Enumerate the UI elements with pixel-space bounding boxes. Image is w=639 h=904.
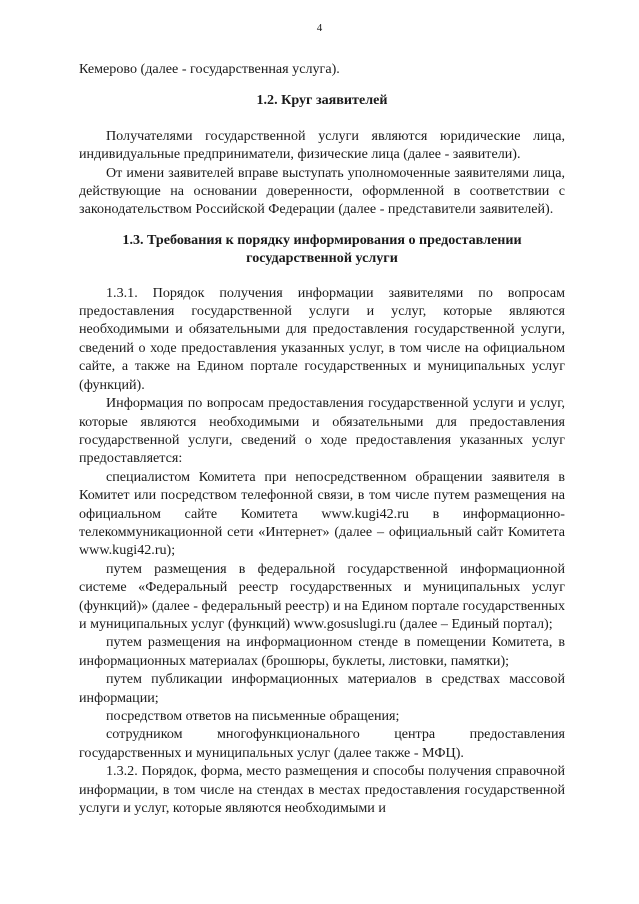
lead-line: Кемерово (далее - государственная услуга). bbox=[79, 61, 340, 77]
section-1-3-heading: 1.3. Требования к порядку информирования о предоставлении государственной услуги bbox=[122, 231, 522, 267]
section-1-3-paragraph: 1.3.2. Порядок, форма, место размещения и способы получения справочной информации, в том числе на стендах в местах предоставления государственной услуги и услуг, которые являются необходимыми и bbox=[79, 763, 565, 817]
section-1-3-paragraph: путем размещения на информационном стенде в помещении Комитета, в информационных материалах (брошюры, буклеты, листовки, памятки); bbox=[79, 634, 565, 669]
page-number: 4 bbox=[316, 22, 323, 34]
section-1-3-paragraph: путем публикации информационных материалов в средствах массовой информации; bbox=[79, 671, 565, 706]
section-1-3-paragraph: специалистом Комитета при непосредственном обращении заявителя в Комитет или посредством телефонной связи, в том числе путем размещения на официальном сайте Комитета www.kugi42.ru в информационно-телекоммуникационной сети «Интернет» (далее – официальный сайт Комитета www.kugi42.ru); bbox=[79, 468, 565, 559]
document-body bbox=[79, 60, 565, 817]
section-1-3-paragraph: сотрудником многофункционального центра предоставления государственных и муниципальных услуг (далее также - МФЦ). bbox=[79, 726, 565, 761]
section-1-2-paragraph: От имени заявителей вправе выступать уполномоченные заявителями лица, действующие на основании доверенности, оформленной в соответствии с законодательством Российской Федерации (далее - представители заявителей). bbox=[79, 164, 565, 218]
section-1-3-paragraph: путем размещения в федеральной государственной информационной системе «Федеральный реестр государственных и муниципальных услуг (функций)» (далее - федеральный реестр) и на Едином портале государственных и муниципальных услуг (функций) www.gosuslugi.ru (далее – Единый портал); bbox=[79, 560, 565, 632]
section-1-2-heading: 1.2. Круг заявителей bbox=[256, 92, 388, 109]
section-1-3-paragraph: 1.3.1. Порядок получения информации заявителями по вопросам предоставления государственной услуги и услуг, которые являются необходимыми и обязательными для предоставления государственной услуги, сведений о ходе предоставления указанных услуг, в том числе на официальном сайте, а также на Едином портале государственных и муниципальных услуг (функций). bbox=[79, 284, 565, 393]
section-1-3-paragraph: Информация по вопросам предоставления государственной услуги и услуг, которые являются необходимыми и обязательными для предоставления государственной услуги, сведений о ходе предоставления указанных услуг предоставляется: bbox=[79, 395, 565, 467]
section-1-2-paragraph: Получателями государственной услуги являются юридические лица, индивидуальные предприниматели, физические лица (далее - заявители). bbox=[79, 127, 565, 163]
section-1-3-paragraph: посредством ответов на письменные обращения; bbox=[106, 708, 400, 724]
